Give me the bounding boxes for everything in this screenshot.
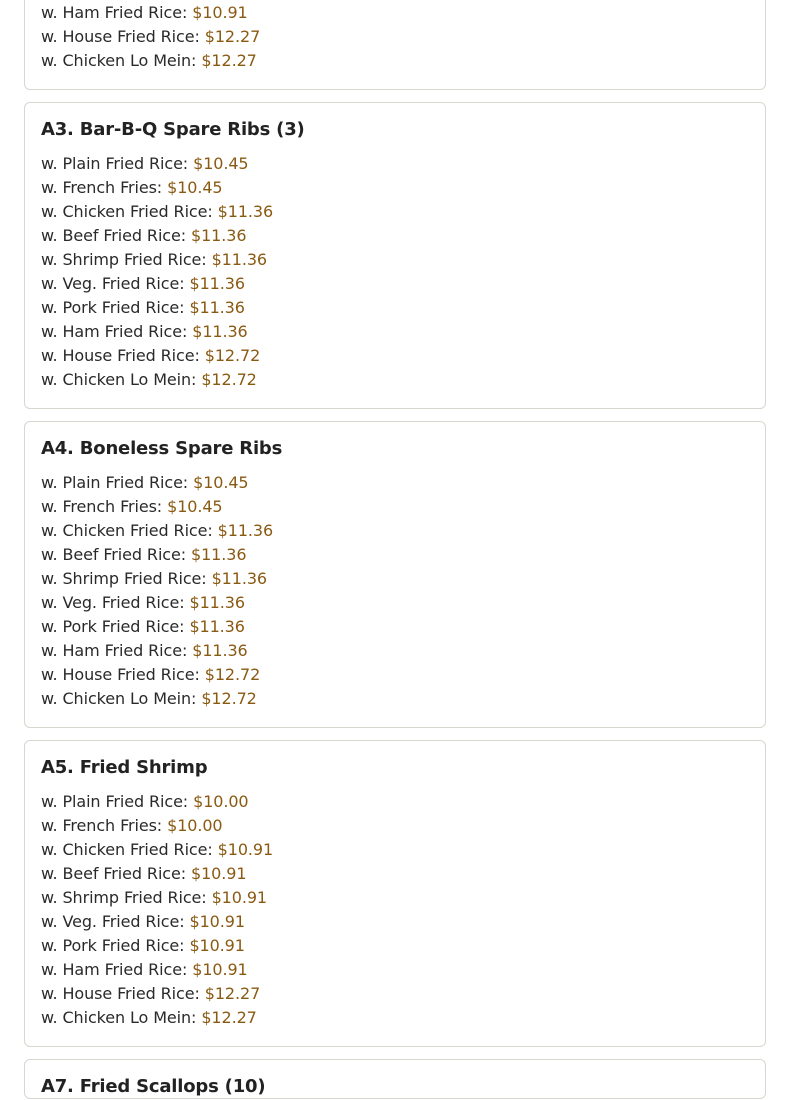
item-price: $11.36 [191,226,247,245]
item-label: w. French Fries: [41,497,163,516]
item-price: $10.45 [167,178,223,197]
item-price: $12.27 [204,27,261,46]
item-price: $10.91 [192,3,248,22]
menu-item [41,471,273,495]
item-label: w. Veg. Fried Rice: [41,274,185,293]
item-label: w. Veg. Fried Rice: [41,593,185,612]
item-label: w. Chicken Lo Mein: [41,370,197,389]
item-price: $12.72 [204,346,261,365]
item-price: $12.72 [204,665,261,684]
item-label: w. Plain Fried Rice: [41,792,189,811]
item-price: $11.36 [189,274,245,293]
menu-item [41,152,273,176]
item-price: $11.36 [191,545,247,564]
item-label: w. Beef Fried Rice: [41,226,187,245]
item-price: $11.36 [211,569,267,588]
item-price: $10.91 [211,888,267,907]
item-label: w. Shrimp Fried Rice: [41,250,207,269]
item-price: $10.45 [167,497,223,516]
item-label: w. Shrimp Fried Rice: [41,888,207,907]
item-label: w. Shrimp Fried Rice: [41,569,207,588]
item-label: w. Chicken Fried Rice: [41,840,213,859]
item-label: w. Chicken Fried Rice: [41,521,213,540]
menu-item [41,615,273,639]
item-price: $10.45 [193,154,249,173]
menu-item [41,272,273,296]
menu-item [41,49,260,73]
item-price: $11.36 [192,322,248,341]
menu-card-a5 [24,740,766,1047]
item-price: $12.72 [201,689,257,708]
card-title: A7. Fried Scallops (10) [41,1076,266,1097]
card-title: A4. Boneless Spare Ribs [41,438,283,459]
menu-item [41,25,260,49]
menu-card-a4 [24,421,766,728]
item-label: w. Ham Fried Rice: [41,3,188,22]
item-price: $11.36 [217,202,274,221]
menu-item [41,200,273,224]
menu-item [41,320,273,344]
item-label: w. House Fried Rice: [41,27,200,46]
item-label: w. Ham Fried Rice: [41,641,188,660]
item-price: $12.27 [201,1008,257,1027]
menu-item [41,495,273,519]
item-label: w. Ham Fried Rice: [41,960,188,979]
item-price: $11.36 [189,617,245,636]
item-price: $12.27 [201,51,257,70]
menu-item [41,591,273,615]
item-label: w. Pork Fried Rice: [41,298,185,317]
item-price: $10.91 [192,960,248,979]
menu-item [41,248,273,272]
menu-item [41,1,260,25]
menu-item [41,1006,273,1030]
menu-item [41,958,273,982]
item-price: $10.91 [191,864,247,883]
item-label: w. Chicken Lo Mein: [41,689,197,708]
item-label: w. Beef Fried Rice: [41,864,187,883]
menu-item [41,176,273,200]
item-label: w. House Fried Rice: [41,984,200,1003]
item-label: w. Chicken Lo Mein: [41,51,197,70]
menu-item [41,862,273,886]
item-label: w. Pork Fried Rice: [41,936,185,955]
item-label: w. House Fried Rice: [41,346,200,365]
item-label: w. Beef Fried Rice: [41,545,187,564]
menu-item [41,344,273,368]
card-title: A3. Bar-B-Q Spare Ribs (3) [41,119,305,140]
item-price: $11.36 [217,521,274,540]
item-label: w. Chicken Fried Rice: [41,202,213,221]
menu-item [41,886,273,910]
menu-item [41,543,273,567]
menu-card-a7 [24,1059,766,1099]
item-price: $11.36 [189,298,245,317]
menu-item [41,567,273,591]
menu-item [41,639,273,663]
menu-item [41,838,273,862]
item-label: w. Pork Fried Rice: [41,617,185,636]
item-label: w. Plain Fried Rice: [41,154,189,173]
menu-item [41,687,273,711]
card-title: A5. Fried Shrimp [41,757,208,778]
menu-item [41,296,273,320]
item-price: $10.91 [189,936,245,955]
item-label: w. Chicken Lo Mein: [41,1008,197,1027]
item-label: w. House Fried Rice: [41,665,200,684]
menu-card-a3 [24,102,766,409]
item-price: $11.36 [189,593,245,612]
menu-item [41,934,273,958]
item-label: w. French Fries: [41,178,163,197]
item-price: $10.91 [189,912,245,931]
menu-item [41,519,273,543]
item-price: $11.36 [211,250,267,269]
menu-item [41,368,273,392]
menu-item [41,663,273,687]
item-price: $12.72 [201,370,257,389]
menu-item [41,814,273,838]
menu-item [41,790,273,814]
item-label: w. French Fries: [41,816,163,835]
menu-card-partial [24,0,766,90]
item-label: w. Plain Fried Rice: [41,473,189,492]
menu-item [41,224,273,248]
item-price: $10.00 [167,816,223,835]
item-label: w. Veg. Fried Rice: [41,912,185,931]
item-label: w. Ham Fried Rice: [41,322,188,341]
menu-item [41,982,273,1006]
item-price: $10.91 [217,840,274,859]
item-price: $12.27 [204,984,261,1003]
item-price: $11.36 [192,641,248,660]
item-price: $10.00 [193,792,249,811]
item-price: $10.45 [193,473,249,492]
menu-item [41,910,273,934]
